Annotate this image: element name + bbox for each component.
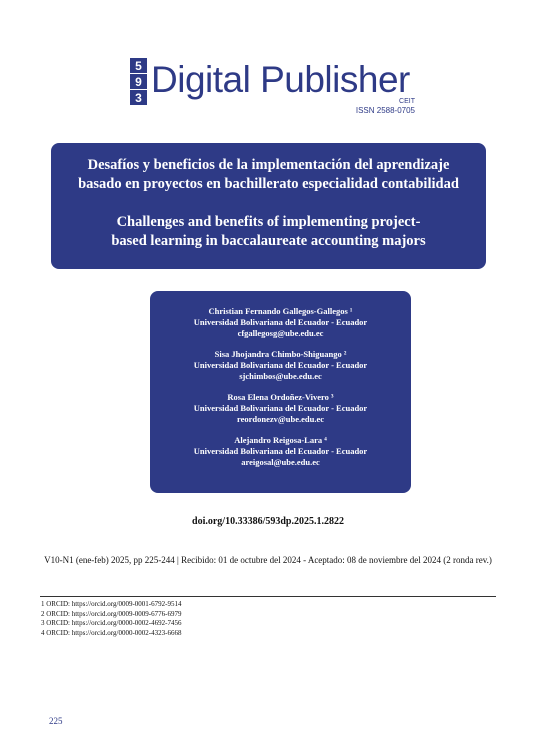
author-block [150,392,411,425]
footnotes [41,600,181,638]
author-affiliation: Universidad Bolivariana del Ecuador - Ecuador [193,446,368,456]
logo-digit-column [130,58,147,106]
author-email: reordonezv@ube.edu.ec [236,414,325,424]
author-name: Alejandro Reigosa-Lara ⁴ [234,435,327,445]
author-block [150,349,411,382]
author-name: Rosa Elena Ordoñez-Vivero ³ [227,392,334,402]
title-es-line-2: basado en proyectos en bachillerato especialidad contabilidad [78,176,459,192]
title-en-line-1: Challenges and benefits of implementing project- [116,214,421,230]
issn: ISSN 2588-0705 [355,106,415,115]
footnote-orcid: 4 ORCID: https://orcid.org/0000-0002-4323-6668 [41,628,182,637]
logo-digit: 9 [130,74,147,90]
author-block [150,435,411,468]
author-block [150,306,411,339]
author-email: cfgallegosg@ube.edu.ec [237,328,324,338]
footnote-divider [40,596,496,597]
title-es-line-1: Desafíos y beneficios de la implementación del aprendizaje [87,157,450,173]
author-email: sjchimbos@ube.edu.ec [239,371,322,381]
logo-name: Digital Publisher [151,59,410,100]
doi-link[interactable]: doi.org/10.33386/593dp.2025.1.2822 [192,516,344,527]
footnote-orcid: 1 ORCID: https://orcid.org/0009-0001-6792-9514 [41,600,182,608]
author-affiliation: Universidad Bolivariana del Ecuador - Ecuador [193,403,368,413]
title-box [51,143,486,269]
footnote-orcid: 3 ORCID: https://orcid.org/0000-0002-4692-7456 [41,619,182,627]
author-name: Sisa Jhojandra Chimbo-Shiguango ² [214,349,347,359]
page-number: 225 [49,716,63,726]
logo-ceit: CEIT [399,98,415,105]
author-affiliation: Universidad Bolivariana del Ecuador - Ecuador [193,360,368,370]
author-email: areigosal@ube.edu.ec [241,457,320,467]
author-name: Christian Fernando Gallegos-Gallegos ¹ [208,306,353,316]
citation-line: V10-N1 (ene-feb) 2025, pp 225-244 | Recibido: 01 de octubre del 2024 - Aceptado: 08 de noviembre del 2024 (2 ronda rev.) [44,555,492,565]
author-affiliation: Universidad Bolivariana del Ecuador - Ecuador [193,317,368,327]
title-en-line-2: based learning in baccalaureate accounting majors [111,233,426,249]
authors-box [150,291,411,493]
journal-logo [130,58,420,115]
footnote-orcid: 2 ORCID: https://orcid.org/0009-0009-6776-6979 [41,609,182,618]
logo-digit: 5 [130,58,147,74]
logo-digit: 3 [130,90,147,106]
